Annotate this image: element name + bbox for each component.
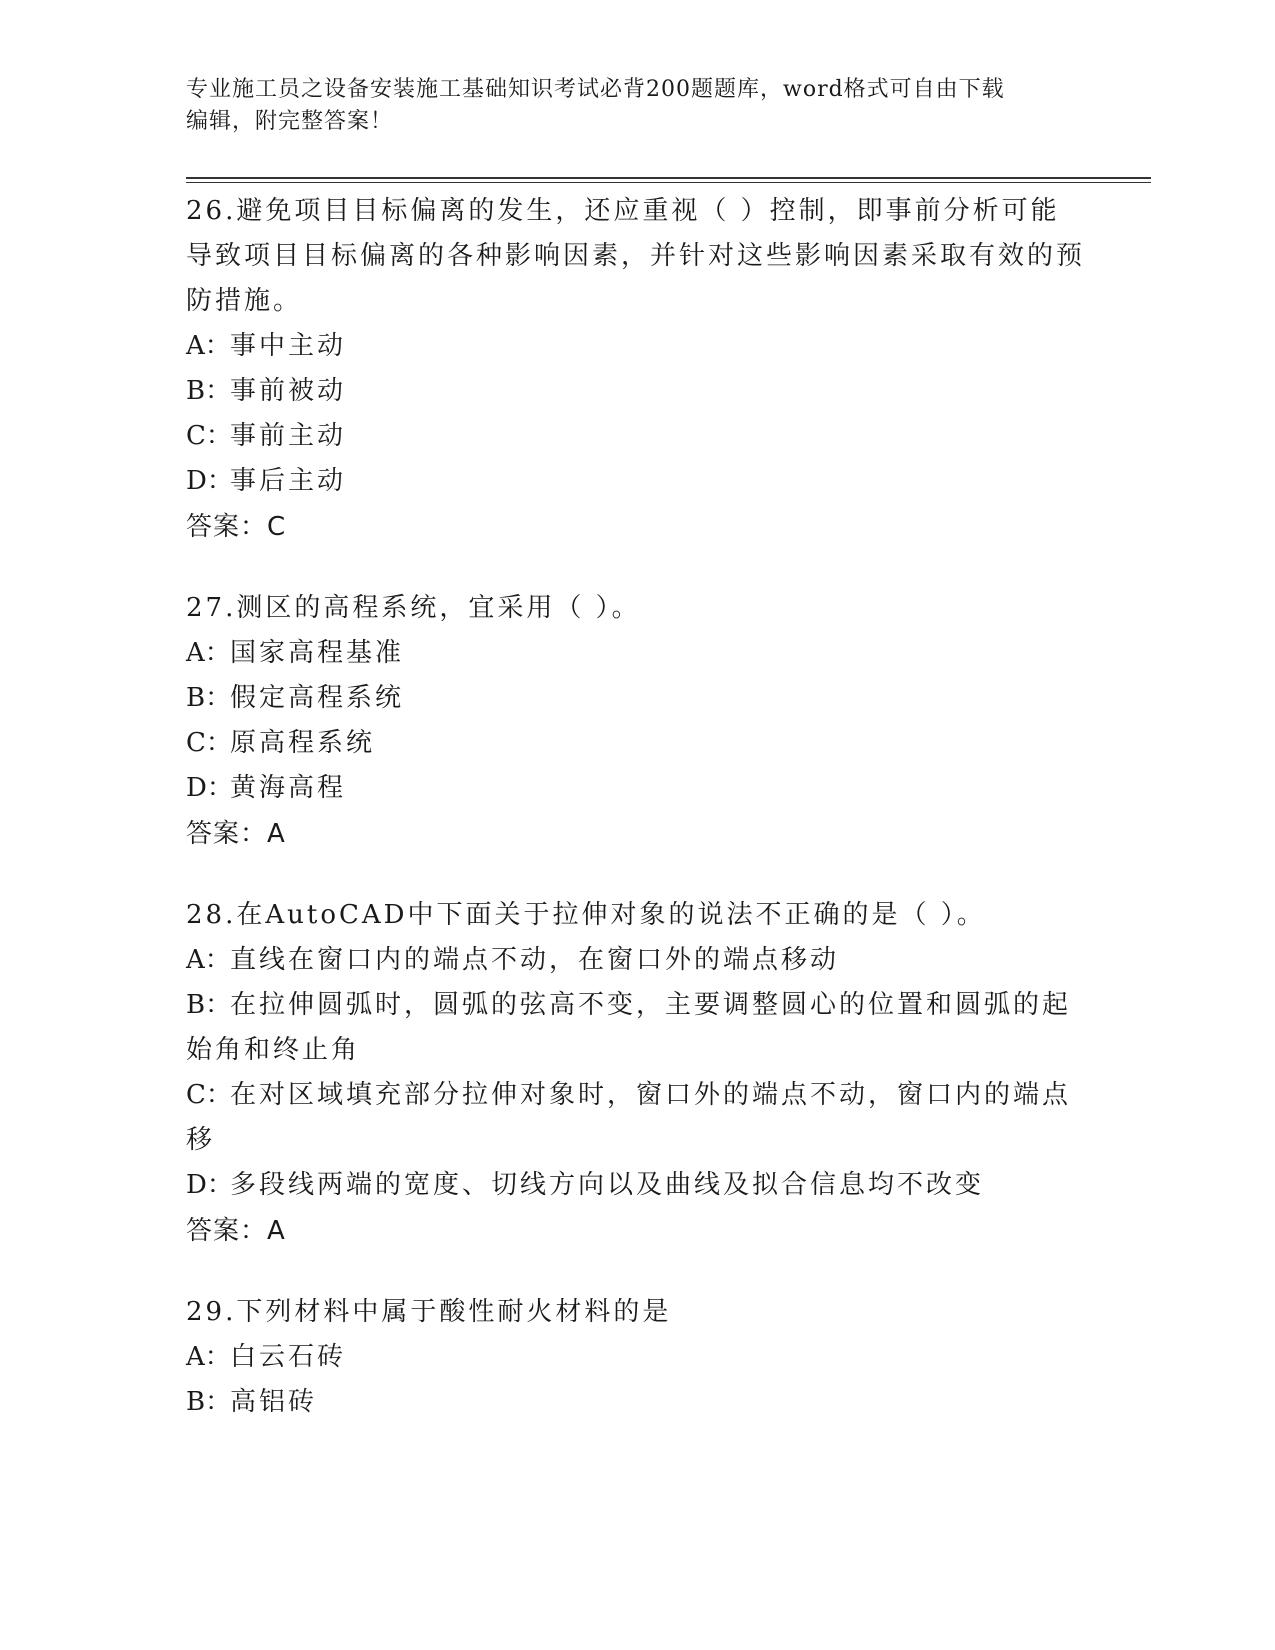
option-a [186,631,1086,676]
option-text: 在拉伸圆弧时，圆弧的弦高不变，主要调整圆心的位置和圆弧的起始角和终止角 [186,990,1072,1065]
option-d [186,459,1086,504]
option-text: 原高程系统 [230,728,376,758]
option-text: 直线在窗口内的端点不动，在窗口外的端点移动 [230,945,840,975]
option-letter: A： [186,945,231,975]
option-b [186,983,1086,1073]
answer-line: 答案：C [186,512,287,542]
option-b [186,369,1086,414]
question-26 [186,189,1086,550]
document-header [186,74,1066,138]
option-letter: D： [186,1170,233,1200]
question-list [186,189,1086,1461]
header-line-2: 编辑，附完整答案！ [186,109,394,134]
question-text: 29.下列材料中属于酸性耐火材料的是 [186,1297,672,1327]
header-line-1: 专业施工员之设备安装施工基础知识考试必背200题题库，word格式可自由下载 [186,77,1005,102]
option-letter: B： [186,1387,232,1417]
option-a [186,938,1086,983]
option-d [186,766,1086,811]
option-text: 事前被动 [230,376,347,406]
option-letter: C： [186,1080,232,1110]
option-b [186,1380,1086,1425]
option-letter: A： [186,331,231,361]
option-b [186,676,1086,721]
option-letter: D： [186,773,233,803]
question-text: 26.避免项目目标偏离的发生，还应重视（ ）控制，即事前分析可能导致项目目标偏离的各种影响因素，并针对这些影响因素采取有效的预防措施。 [186,196,1086,316]
header-divider-thick [186,177,1151,179]
option-text: 事后主动 [230,466,347,496]
option-text: 国家高程基准 [230,638,405,668]
option-a [186,1335,1086,1380]
question-28 [186,893,1086,1254]
option-d [186,1163,1086,1208]
option-letter: C： [186,728,232,758]
option-c [186,1073,1086,1163]
option-text: 多段线两端的宽度、切线方向以及曲线及拟合信息均不改变 [230,1170,985,1200]
option-text: 事前主动 [230,421,347,451]
option-letter: C： [186,421,232,451]
option-text: 假定高程系统 [230,683,405,713]
option-letter: B： [186,376,232,406]
option-letter: D： [186,466,233,496]
header-divider-thin [186,182,1151,183]
answer-line: 答案：A [186,819,286,849]
option-text: 白云石砖 [230,1342,347,1372]
option-letter: A： [186,1342,231,1372]
option-letter: B： [186,990,232,1020]
option-text: 高铝砖 [230,1387,318,1417]
question-text: 27.测区的高程系统，宜采用（ ）。 [186,593,641,623]
question-text: 28.在AutoCAD中下面关于拉伸对象的说法不正确的是（ ）。 [186,900,986,930]
question-29 [186,1290,1086,1425]
option-text: 黄海高程 [230,773,347,803]
option-letter: B： [186,683,232,713]
option-letter: A： [186,638,231,668]
answer-line: 答案：A [186,1216,286,1246]
question-27 [186,586,1086,857]
option-a [186,324,1086,369]
option-text: 在对区域填充部分拉伸对象时，窗口外的端点不动，窗口内的端点移 [186,1080,1072,1155]
option-c [186,414,1086,459]
option-text: 事中主动 [230,331,347,361]
option-c [186,721,1086,766]
